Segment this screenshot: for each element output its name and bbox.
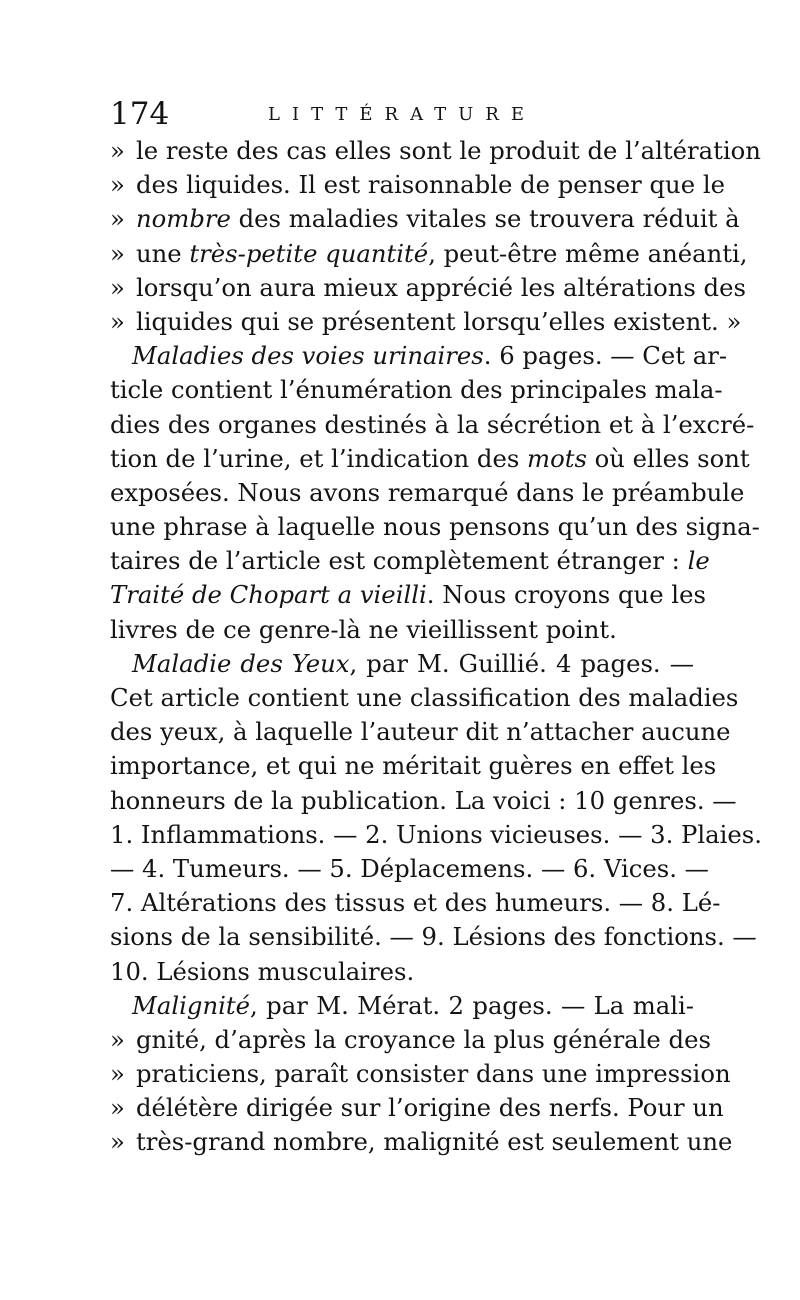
line-text [136, 1057, 731, 1091]
quote-mark: » [110, 136, 125, 165]
text-line [110, 818, 762, 852]
text-line [110, 1125, 733, 1159]
line-text [110, 613, 694, 647]
quote-mark: » [110, 1024, 125, 1054]
line-text [110, 442, 750, 476]
text-run: le reste des cas elles sont le produit de l’altération [136, 136, 761, 165]
text-line [110, 168, 725, 202]
text-line [110, 886, 721, 920]
line-text [136, 1125, 733, 1159]
body-text [110, 134, 762, 1160]
line-text [110, 955, 694, 989]
quote-mark: » [110, 1093, 125, 1123]
line-text [110, 339, 728, 373]
text-line [110, 715, 731, 749]
text-run: très-grand nombre, malignité est seulement une [136, 1127, 733, 1157]
text-run: 1. Inflammations. — 2. Unions vicieuses. — 3. Plaies. [110, 819, 762, 849]
text-line [110, 955, 694, 989]
text-line [110, 408, 755, 442]
line-text [136, 305, 742, 339]
text-line [110, 1023, 711, 1057]
text-line [110, 510, 760, 544]
text-line [110, 544, 710, 578]
text-run: 7. Altérations des tissus et des humeurs. — 8. Lé- [110, 888, 721, 918]
line-text [110, 818, 762, 852]
text-run: des maladies vitales se trouvera réduit à [230, 204, 740, 234]
line-text [136, 271, 746, 305]
line-text [110, 749, 717, 783]
text-line [110, 681, 739, 715]
text-run: délétère dirigée sur l’origine des nerfs. Pour un [136, 1093, 724, 1123]
text-line [110, 339, 728, 373]
text-run: taires de l’article est complètement étranger : [110, 546, 688, 576]
text-run: livres de ce genre-là ne vieillissent point. [110, 614, 617, 644]
italic-text: nombre [136, 204, 231, 234]
text-line [110, 613, 694, 647]
text-run: des liquides. Il est raisonnable de penser que le [136, 170, 725, 200]
text-line [110, 305, 742, 339]
page-header [110, 94, 690, 134]
italic-text: Traité de Chopart a vieilli [110, 580, 427, 610]
line-text [110, 715, 731, 749]
text-line [110, 578, 706, 612]
line-text [110, 578, 706, 612]
line-text [110, 920, 757, 954]
line-text [136, 237, 748, 271]
quote-mark: » [110, 1059, 125, 1089]
text-run: , par M. Guillié. 4 pages. — [349, 648, 694, 678]
text-run: 10. Lésions musculaires. [110, 956, 415, 986]
text-line [110, 237, 748, 271]
text-run: , peut-être même anéanti, [428, 238, 748, 268]
text-line [110, 134, 761, 168]
line-text [110, 373, 723, 407]
text-line [110, 476, 745, 510]
text-run: exposées. Nous avons remarqué dans le préambule [110, 477, 745, 507]
line-text [110, 784, 737, 818]
text-run: tion de l’urine, et l’indication des [110, 443, 528, 473]
text-run: lorsqu’on aura mieux apprécié les altérations des [136, 272, 746, 302]
text-run: une phrase à laquelle nous pensons qu’un des signa- [110, 512, 760, 542]
text-run: Cet article contient une classification des maladies [110, 683, 739, 712]
line-text [110, 681, 739, 715]
text-run: . 6 pages. — Cet ar- [483, 341, 728, 371]
text-line [110, 920, 757, 954]
line-text [110, 989, 694, 1023]
text-run: . Nous croyons que les [426, 580, 706, 610]
quote-mark: » [110, 306, 125, 336]
line-text [110, 544, 710, 578]
text-line [110, 852, 709, 886]
text-run: des yeux, à laquelle l’auteur dit n’attacher aucune [110, 717, 731, 747]
text-line [110, 784, 737, 818]
line-text [136, 134, 761, 168]
quote-mark: » [110, 238, 125, 268]
text-line [110, 749, 717, 783]
line-text [110, 408, 755, 442]
text-run: praticiens, paraît consister dans une impression [136, 1059, 731, 1089]
italic-text: le [687, 546, 710, 576]
line-text [136, 168, 725, 202]
line-text [110, 647, 694, 681]
text-line [110, 647, 694, 681]
italic-text: Maladie des Yeux [132, 648, 350, 678]
text-line [110, 202, 740, 236]
text-run: importance, et qui ne méritait guères en effet les [110, 751, 717, 781]
line-text [110, 886, 721, 920]
text-line [110, 1091, 724, 1125]
quote-mark: » [110, 1127, 125, 1157]
quote-mark: » [110, 204, 125, 234]
text-run: une [136, 238, 190, 268]
text-line [110, 373, 723, 407]
quote-mark: » [110, 170, 125, 200]
text-run: où elles sont [586, 443, 750, 473]
text-run: gnité, d’après la croyance la plus générale des [136, 1024, 711, 1054]
line-text [136, 1091, 724, 1125]
text-line [110, 271, 746, 305]
text-line [110, 1057, 731, 1091]
line-text [136, 202, 740, 236]
italic-text: mots [527, 443, 587, 473]
text-line [110, 989, 694, 1023]
line-text [110, 476, 745, 510]
text-run: ticle contient l’énumération des principales mala- [110, 375, 723, 405]
text-run: liquides qui se présentent lorsqu’elles existent. » [136, 306, 742, 336]
text-line [110, 442, 750, 476]
text-run: dies des organes destinés à la sécrétion et à l’excré- [110, 409, 755, 439]
italic-text: Maladies des voies urinaires [132, 341, 484, 371]
line-text [110, 852, 709, 886]
text-run: honneurs de la publication. La voici : 10 genres. — [110, 785, 737, 815]
italic-text: très-petite quantité [189, 238, 429, 268]
page-number: 174 [110, 96, 170, 132]
text-run: , par M. Mérat. 2 pages. — La mali- [250, 990, 694, 1020]
italic-text: Malignité [132, 990, 251, 1020]
line-text [136, 1023, 711, 1057]
text-run: — 4. Tumeurs. — 5. Déplacemens. — 6. Vices. — [110, 853, 709, 883]
quote-mark: » [110, 272, 125, 302]
running-head: LITTÉRATURE [268, 104, 536, 125]
text-run: sions de la sensibilité. — 9. Lésions des fonctions. — [110, 922, 757, 952]
line-text [110, 510, 760, 544]
